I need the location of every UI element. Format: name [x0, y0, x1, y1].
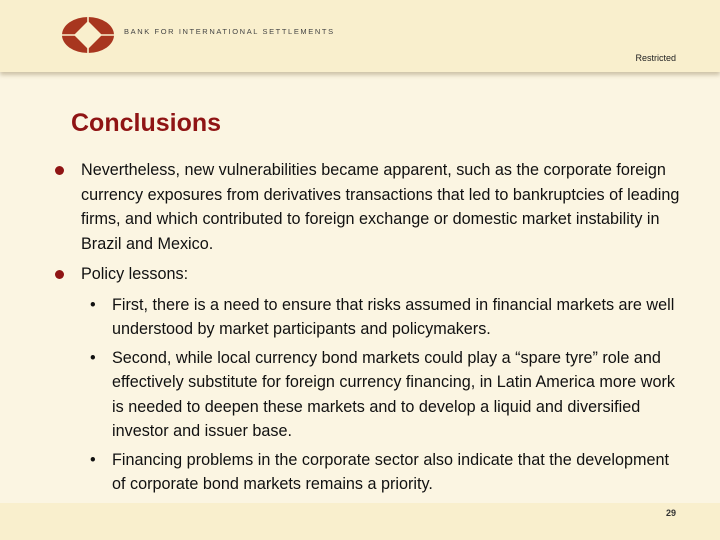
bullet-dot-icon: [55, 166, 64, 175]
page-number: 29: [666, 508, 677, 518]
slide-title: Conclusions: [71, 109, 222, 137]
sub-bullet-text: First, there is a need to ensure that risks assumed in financial markets are well understood by market participants and policymakers.: [112, 295, 675, 338]
classification-label: Restricted: [635, 53, 676, 63]
sub-bullet-item: [55, 448, 685, 497]
slide-header: [0, 0, 720, 72]
sub-bullet-text: Second, while local currency bond markets could play a “spare tyre” role and effectively substitute for foreign currency financing, in Latin America more work is needed to deepen these markets and to develop a liquid and diversified investor and issuer base.: [112, 348, 675, 440]
bis-logo-icon: [62, 17, 114, 53]
organization-name: BANK FOR INTERNATIONAL SETTLEMENTS: [124, 27, 335, 36]
slide-footer: [0, 503, 720, 540]
bullet-dot-icon: [55, 270, 64, 279]
sub-bullet-icon: •: [90, 450, 96, 469]
sub-bullet-item: [55, 346, 685, 444]
sub-bullet-icon: •: [90, 348, 96, 367]
sub-bullet-icon: •: [90, 295, 96, 314]
bullet-text: Policy lessons:: [81, 265, 189, 283]
sub-bullet-item: [55, 293, 685, 342]
sub-bullet-text: Financing problems in the corporate sector also indicate that the development of corporate bond markets remains a priority.: [112, 450, 669, 493]
slide-content: [55, 158, 685, 501]
bullet-item: [55, 158, 685, 256]
bullet-item: [55, 262, 685, 287]
bullet-text: Nevertheless, new vulnerabilities became apparent, such as the corporate foreign currency exposures from derivatives transactions that led to bankruptcies of leading firms, and which contributed to foreign exchange or domestic market instability in Brazil and Mexico.: [81, 161, 680, 253]
